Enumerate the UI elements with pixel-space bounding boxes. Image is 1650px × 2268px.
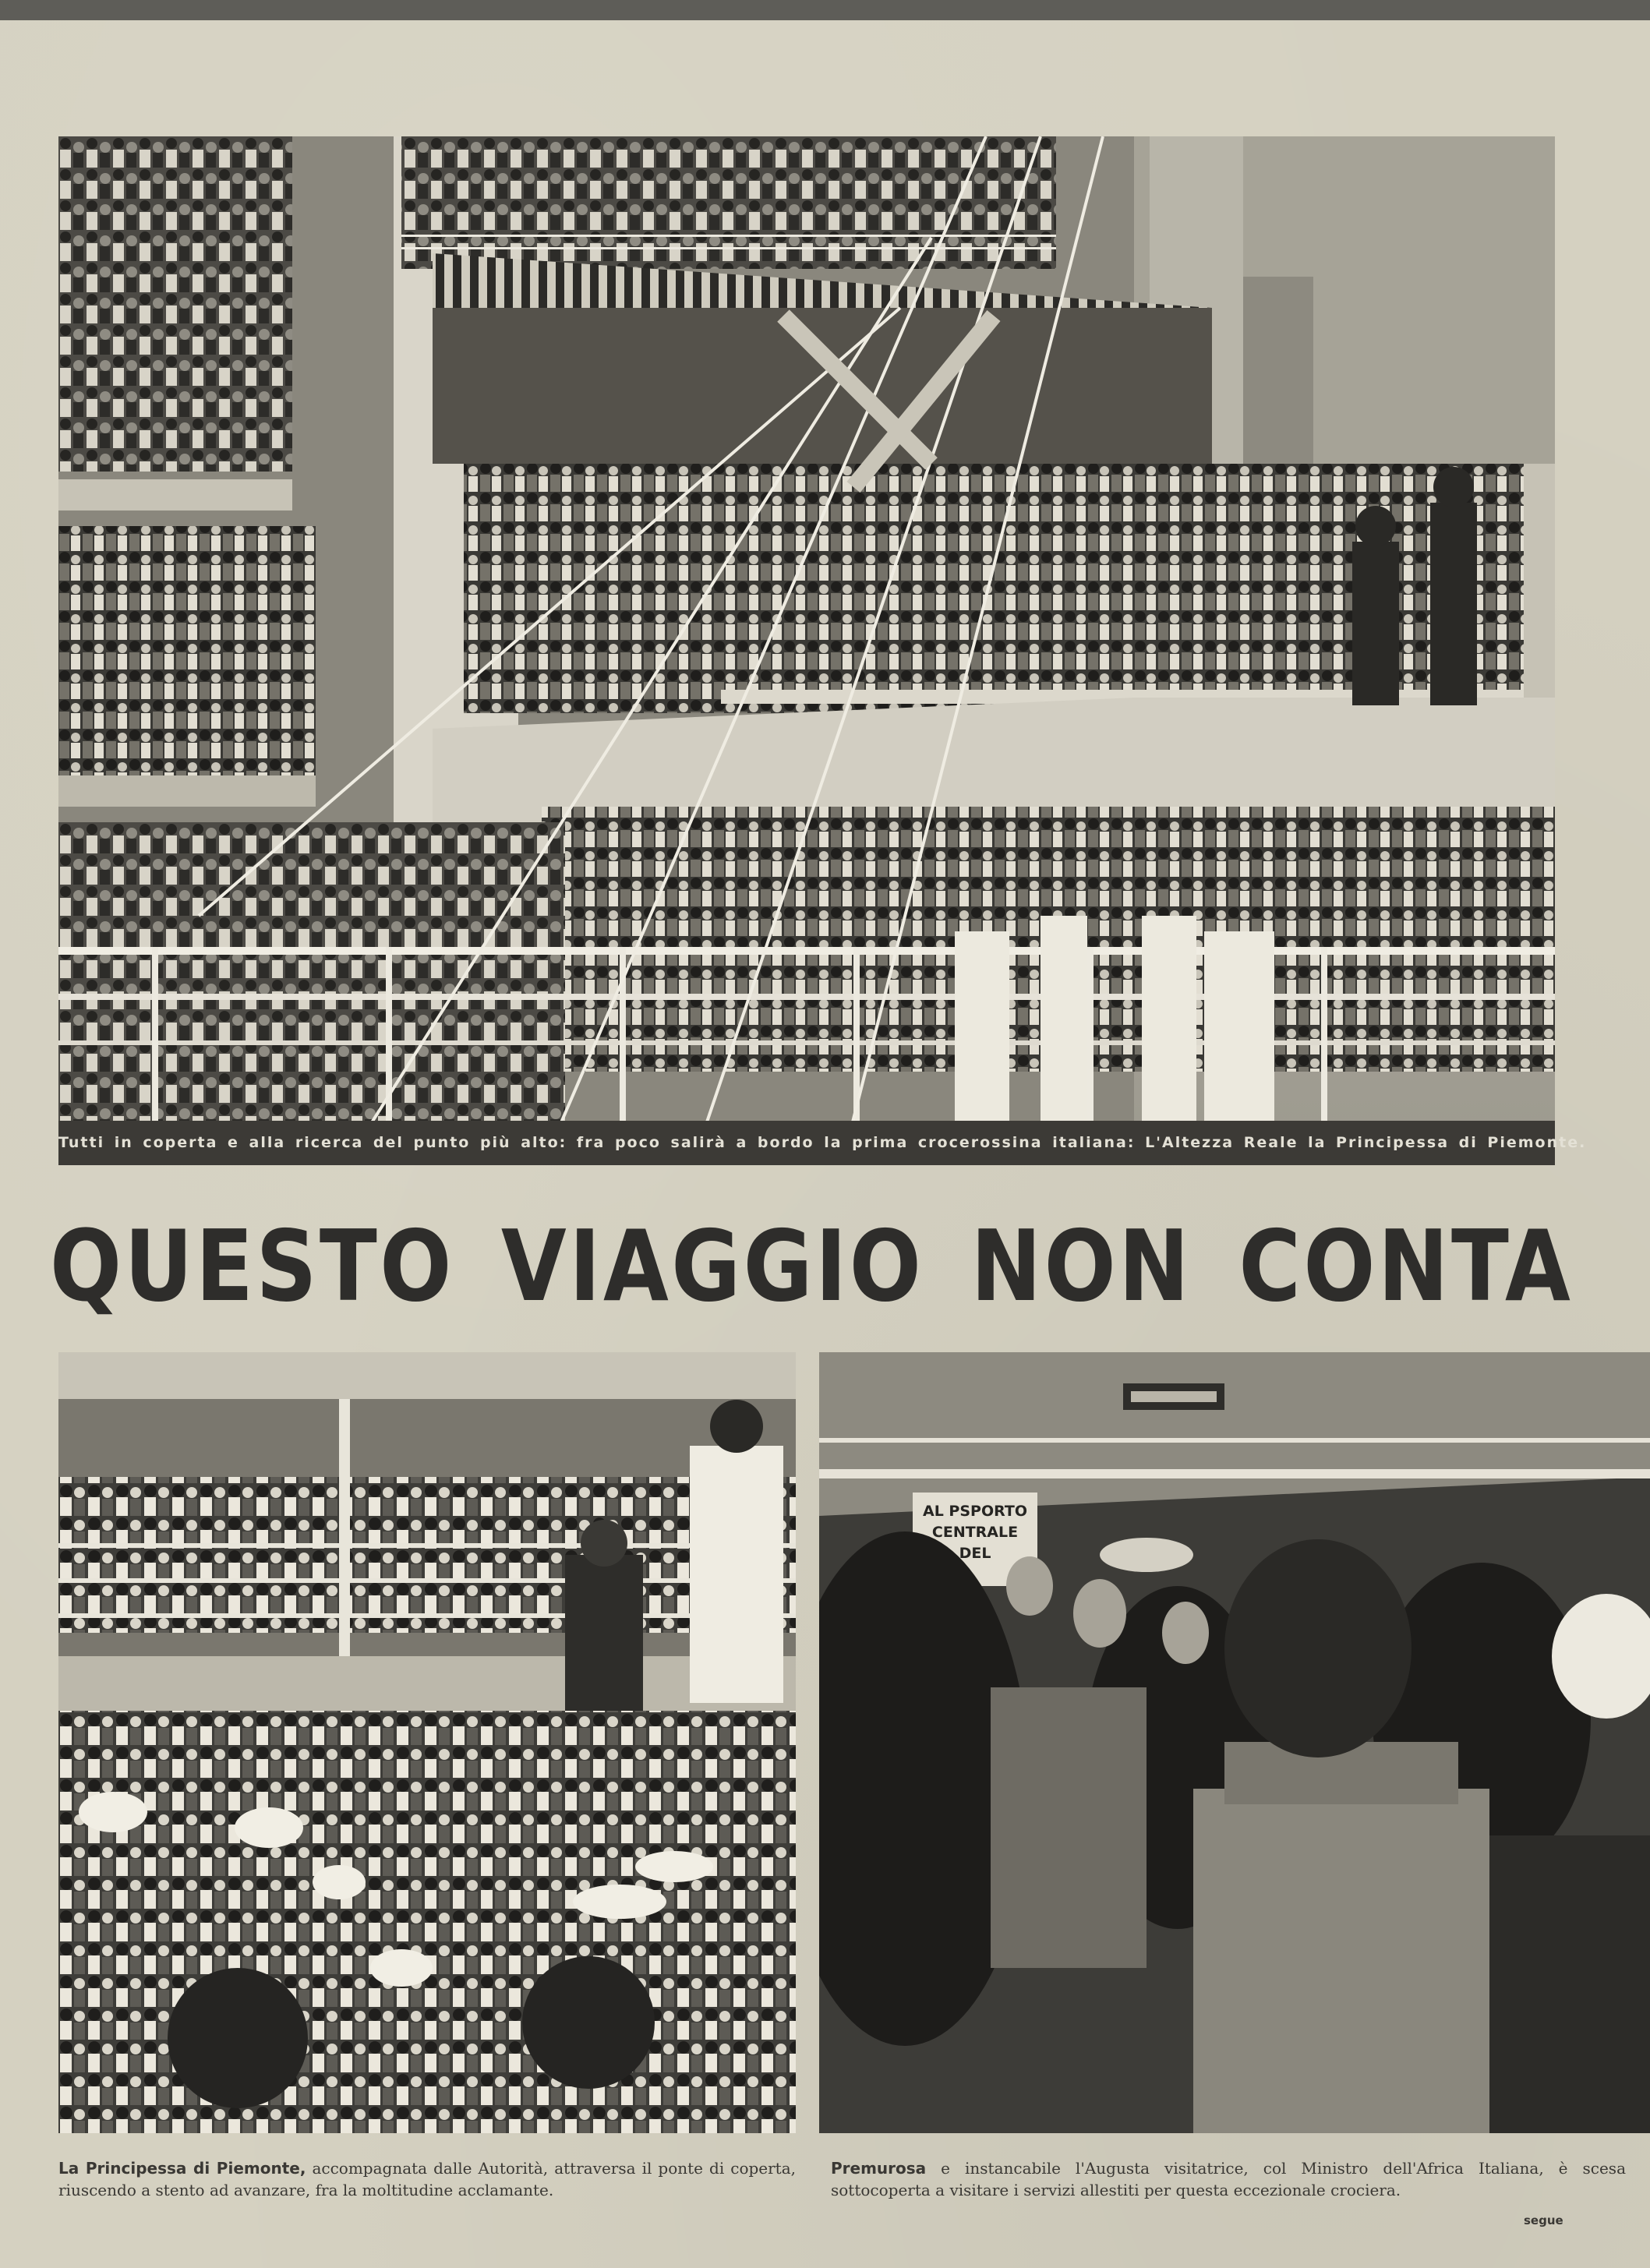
caption-lead: Premurosa — [831, 2159, 927, 2178]
sign-line-3: DEL — [959, 1545, 991, 1562]
caption-text: e instancabile l'Augusta visitatrice, col Ministro dell'Africa Italiana, è scesa sottocoperta a visitare i servizi allestiti per questa eccezionale crociera. — [831, 2159, 1626, 2199]
bottom-left-caption — [58, 2157, 796, 2201]
photo-visit-below-deck — [819, 1352, 1650, 2133]
continue-label: segue — [1524, 2213, 1563, 2227]
bottom-right-caption — [831, 2157, 1626, 2201]
sign-line-1: AL PSPORTO — [922, 1503, 1028, 1520]
caption-text: accompagnata dalle Autorità, attraversa il ponte di coperta, riuscendo a stento ad avanzare, fra la moltitudine acclamante. — [58, 2159, 797, 2199]
sign-line-2: CENTRALE — [931, 1524, 1019, 1541]
caption-lead: La Principessa di Piemonte, — [58, 2159, 306, 2178]
top-photo-caption: Tutti in coperta e alla ricerca del punto più alto: fra poco salirà a bordo la prima crocerossina italiana: L'Altezza Reale la Principessa di Piemonte. — [58, 1121, 1555, 1165]
photo-ship-deck-crowd — [58, 136, 1555, 1165]
headline: QUESTO VIAGGIO NON CONTA — [50, 1209, 1574, 1323]
page-top-border — [0, 0, 1650, 20]
photo-princess-crossing-deck — [58, 1352, 796, 2133]
